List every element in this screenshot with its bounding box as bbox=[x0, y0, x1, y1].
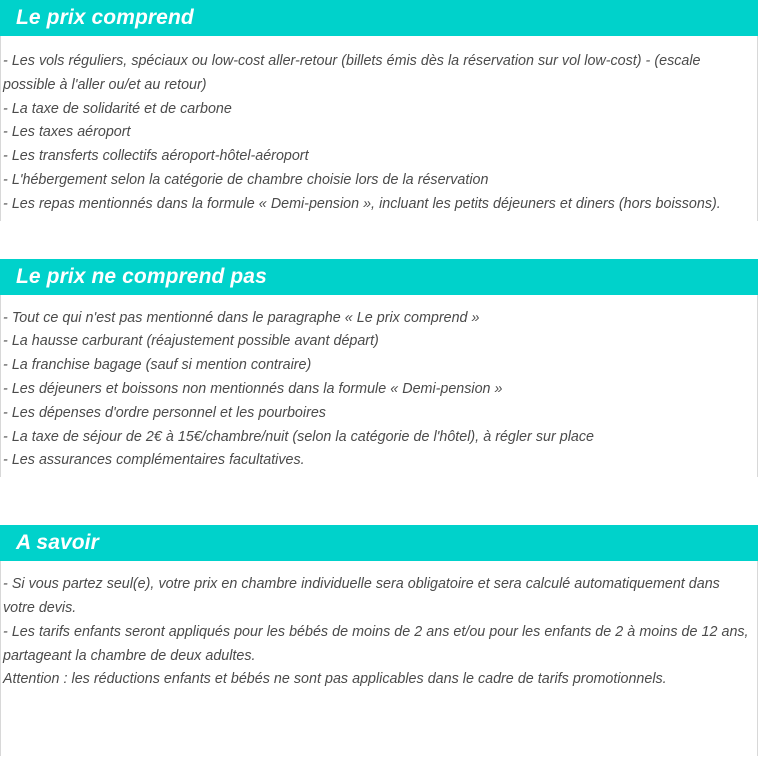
section-title-le-prix-ne-comprend-pas: Le prix ne comprend pas bbox=[0, 259, 758, 295]
list-item: - Si vous partez seul(e), votre prix en chambre individuelle sera obligatoire et sera calculé automatiquement dans votre devis. bbox=[3, 576, 720, 616]
list-item: - La taxe de séjour de 2€ à 15€/chambre/nuit (selon la catégorie de l'hôtel), à régler sur place bbox=[3, 428, 594, 445]
list-item: - Tout ce qui n'est pas mentionné dans le paragraphe « Le prix comprend » bbox=[3, 309, 480, 326]
list-item: - La taxe de solidarité et de carbone bbox=[3, 100, 232, 117]
section-le-prix-ne-comprend-pas bbox=[0, 259, 758, 478]
list-item: - Les repas mentionnés dans la formule « Demi-pension », incluant les petits déjeuners et diners (hors boissons). bbox=[3, 195, 721, 212]
section-gap bbox=[0, 221, 758, 259]
section-le-prix-comprend bbox=[0, 0, 758, 221]
section-a-savoir bbox=[0, 525, 758, 756]
note-text: Attention : les réductions enfants et bébés ne sont pas applicables dans le cadre de tarifs promotionnels. bbox=[3, 671, 667, 688]
section-content-le-prix-ne-comprend-pas bbox=[0, 295, 758, 478]
list-item: - Les taxes aéroport bbox=[3, 124, 131, 141]
bottom-spacer bbox=[3, 692, 749, 752]
section-content-a-savoir bbox=[0, 561, 758, 756]
section-gap bbox=[0, 477, 758, 525]
list-item: - La hausse carburant (réajustement possible avant départ) bbox=[3, 333, 379, 350]
list-item: - Les tarifs enfants seront appliqués pour les bébés de moins de 2 ans et/ou pour les enfants de 2 à moins de 12 ans, partageant la chambre de deux adultes. bbox=[3, 623, 749, 664]
list-item: - L'hébergement selon la catégorie de chambre choisie lors de la réservation bbox=[3, 171, 489, 188]
section-title-a-savoir: A savoir bbox=[0, 525, 758, 561]
list-item: - Les vols réguliers, spéciaux ou low-cost aller-retour (billets émis dès la réservation sur vol low-cost) - (escale possible à l'aller ou/et au retour) bbox=[3, 53, 701, 93]
list-item: - La franchise bagage (sauf si mention contraire) bbox=[3, 357, 312, 374]
section-title-le-prix-comprend: Le prix comprend bbox=[0, 0, 758, 36]
list-item: - Les dépenses d'ordre personnel et les pourboires bbox=[3, 404, 326, 421]
list-item: - Les assurances complémentaires facultatives. bbox=[3, 452, 305, 469]
list-item: - Les déjeuners et boissons non mentionnés dans la formule « Demi-pension » bbox=[3, 380, 503, 397]
section-content-le-prix-comprend bbox=[0, 36, 758, 221]
list-item: - Les transferts collectifs aéroport-hôtel-aéroport bbox=[3, 148, 309, 165]
